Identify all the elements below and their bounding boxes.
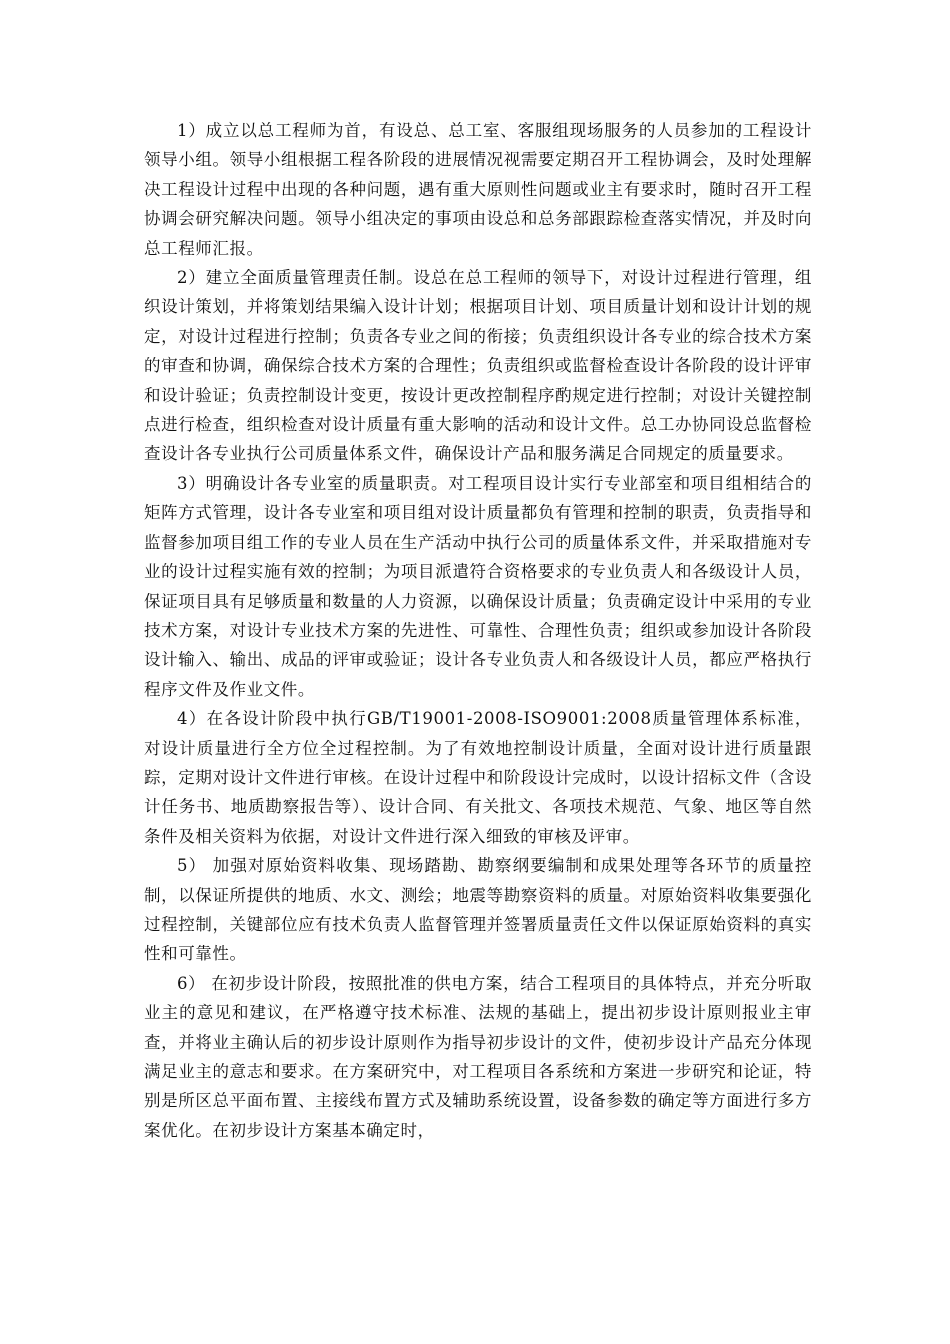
paragraph-3: 3）明确设计各专业室的质量职责。对工程项目设计实行专业部室和项目组相结合的矩阵方式管理，设计各专业室和项目组对设计质量都负有管理和控制的职责，负责指导和监督参加项目组工作的专业人员在生产活动中执行公司的质量体系文件，并采取措施对专业的设计过程实施有效的控制；为项目派遣符合资格要求的专业负责人和各级设计人员，保证项目具有足够质量和数量的人力资源，以确保设计质量；负责确定设计中采用的专业技术方案，对设计专业技术方案的先进性、可靠性、合理性负责；组织或参加设计各阶段设计输入、输出、成品的评审或验证；设计各专业负责人和各级设计人员，都应严格执行程序文件及作业文件。 bbox=[144, 473, 812, 699]
paragraph-4: 4）在各设计阶段中执行GB/T19001-2008-ISO9001:2008质量管理体系标准，对设计质量进行全方位全过程控制。为了有效地控制设计质量，全面对设计进行质量跟踪，定期对设计文件进行审核。在设计过程中和阶段设计完成时，以设计招标文件（含设计任务书、地质勘察报告等）、设计合同、有关批文、各项技术规范、气象、地区等自然条件及相关资料为依据，对设计文件进行深入细致的审核及评审。 bbox=[144, 709, 812, 846]
paragraph-6: 6） 在初步设计阶段，按照批准的供电方案，结合工程项目的具体特点，并充分听取业主的意见和建议，在严格遵守技术标准、法规的基础上，提出初步设计原则报业主审查，并将业主确认后的初步设计原则作为指导初步设计的文件，使初步设计产品充分体现满足业主的意志和要求。在方案研究中，对工程项目各系统和方案进一步研究和论证，特别是所区总平面布置、主接线布置方式及辅助系统设置，设备参数的确定等方面进行多方案优化。在初步设计方案基本确定时， bbox=[144, 973, 812, 1140]
paragraph-2: 2）建立全面质量管理责任制。设总在总工程师的领导下，对设计过程进行管理，组织设计策划，并将策划结果编入设计计划；根据项目计划、项目质量计划和设计计划的规定，对设计过程进行控制；负责各专业之间的衔接；负责组织设计各专业的综合技术方案的审查和协调，确保综合技术方案的合理性；负责组织或监督检查设计各阶段的设计评审和设计验证；负责控制设计变更，按设计更改控制程序酌规定进行控制；对设计关键控制点进行检查，组织检查对设计质量有重大影响的活动和设计文件。总工办协同设总监督检查设计各专业执行公司质量体系文件，确保设计产品和服务满足合同规定的质量要求。 bbox=[144, 268, 812, 464]
document-page bbox=[144, 116, 812, 1145]
paragraph-1: 1）成立以总工程师为首，有设总、总工室、客服组现场服务的人员参加的工程设计领导小组。领导小组根据工程各阶段的进展情况视需要定期召开工程协调会，及时处理解决工程设计过程中出现的各种问题，遇有重大原则性问题或业主有要求时，随时召开工程协调会研究解决问题。领导小组决定的事项由设总和总务部跟踪检查落实情况，并及时向总工程师汇报。 bbox=[144, 121, 812, 258]
paragraph-5: 5） 加强对原始资料收集、现场踏勘、勘察纲要编制和成果处理等各环节的质量控制，以保证所提供的地质、水文、测绘；地震等勘察资料的质量。对原始资料收集要强化过程控制，关键部位应有技术负责人监督管理并签署质量责任文件以保证原始资料的真实性和可靠性。 bbox=[144, 856, 812, 964]
